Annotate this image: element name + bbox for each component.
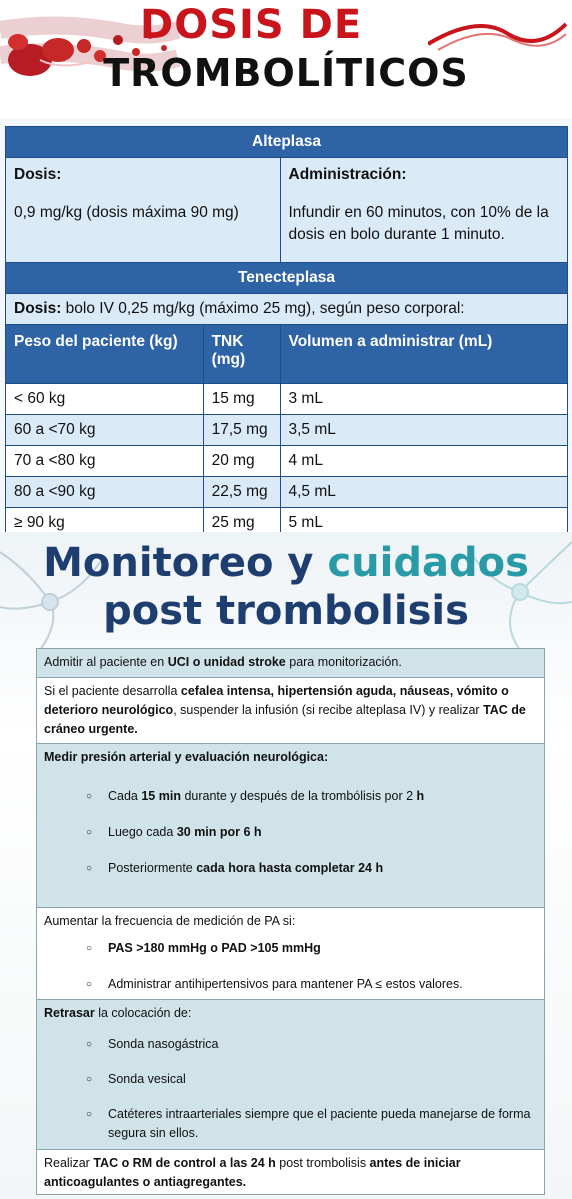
tenecteplasa-dosis-label: Dosis: [14,300,62,317]
text-bold: h [416,789,425,803]
peso-cell: 80 a <90 kg [6,477,204,508]
peso-cell: < 60 kg [6,384,204,415]
list-item [44,1105,537,1143]
volumen-cell: 3,5 mL [280,415,568,446]
alteplasa-admin-cell [280,158,568,263]
text: Catéteres intraarteriales siempre que el paciente pueda manejarse de forma segura sin ellos. [108,1107,531,1140]
care-heading: Aumentar la frecuencia de medición de PA si: [44,914,296,928]
list-item [44,859,537,878]
text: para monitorización. [285,655,402,669]
care-list [36,648,545,1195]
monitoring-title-line-1 [0,538,572,588]
care-item-frecuencia-pa [36,907,545,999]
text: Luego cada [108,825,177,839]
alteplasa-admin-value: Infundir en 60 minutos, con 10% de la dosis en bolo durante 1 minuto. [288,204,549,243]
volumen-cell: 4 mL [280,446,568,477]
text-bold: cefalea intensa, hipertensión aguda, náuseas, vómito o deterioro neurológico [44,684,509,717]
text: la colocación de: [94,1006,192,1020]
column-header-peso: Peso del paciente (kg) [6,325,204,384]
monitoring-section [0,532,572,1199]
alteplasa-admin-label: Administración: [288,166,407,183]
text: Admitir al paciente en [44,655,168,669]
title-part-navy: Monitoreo y [43,540,328,586]
text: Realizar [44,1156,94,1170]
list-item [44,939,537,958]
peso-cell: 60 a <70 kg [6,415,204,446]
text-bold: TAC o RM de control a las 24 h [93,1156,276,1170]
thrombolytic-dose-table [5,126,568,539]
text: post trombolisis [275,1156,370,1170]
text: Si el paciente desarrolla [44,684,181,698]
text: durante y después de la trombólisis por 2 [180,789,417,803]
list-item [44,823,537,842]
bullet-list [44,939,537,994]
dose-section [0,118,572,530]
text: , suspender la infusión (si recibe alteplasa IV) y realizar [173,703,484,717]
alteplasa-dosis-cell [6,158,281,263]
tnk-cell: 17,5 mg [203,415,280,446]
tenecteplasa-dosis-value: bolo IV 0,25 mg/kg (máximo 25 mg), según peso corporal: [61,300,465,317]
volumen-cell: 3 mL [280,384,568,415]
alteplasa-dosis-label: Dosis: [14,166,62,183]
care-item-control [36,1149,545,1195]
table-row [6,477,568,508]
alteplasa-header: Alteplasa [6,127,568,158]
text: Sonda nasogástrica [108,1037,219,1051]
volumen-cell: 5 mL [280,508,568,539]
text-bold: 15 min [141,789,181,803]
table-row [6,384,568,415]
table-row [6,446,568,477]
tenecteplasa-dosis-row [6,294,568,325]
text-bold: 30 min por 6 h [176,825,262,839]
list-item [44,1035,537,1054]
monitoring-title-line-2: post trombolisis [103,588,469,634]
peso-cell: 70 a <80 kg [6,446,204,477]
tnk-cell: 22,5 mg [203,477,280,508]
list-item [44,975,537,994]
bullet-list [44,787,537,878]
text: Posteriormente [108,861,197,875]
title-line-2: TROMBOLÍTICOS [103,51,469,95]
column-header-tnk: TNK (mg) [203,325,280,384]
list-item [44,1070,537,1089]
table-row [6,415,568,446]
text: Cada [108,789,142,803]
text: Administrar antihipertensivos para mantener PA ≤ estos valores. [108,977,463,991]
alteplasa-dosis-value: 0,9 mg/kg (dosis máxima 90 mg) [14,204,239,221]
text-bold: Retrasar [44,1006,95,1020]
tenecteplasa-header: Tenecteplasa [6,263,568,294]
care-heading [44,1004,537,1023]
list-item [44,787,537,806]
care-item-admision [36,648,545,677]
care-heading: Medir presión arterial y evaluación neurológica: [44,750,329,764]
text-bold: UCI o unidad stroke [167,655,286,669]
volumen-cell: 4,5 mL [280,477,568,508]
tnk-cell: 15 mg [203,384,280,415]
bullet-list [44,1035,537,1143]
care-item-retrasar [36,999,545,1149]
peso-cell: ≥ 90 kg [6,508,204,539]
title-line-1: DOSIS DE [140,2,363,48]
care-item-suspender [36,677,545,743]
care-item-medir-pa [36,743,545,907]
text-bold: antes de iniciar anticoagulantes o antiagregantes. [44,1156,461,1189]
text-bold: cada hora hasta completar 24 h [196,861,384,875]
header [0,0,572,112]
text: Sonda vesical [108,1072,186,1086]
text-bold: TAC de cráneo urgente. [44,703,526,736]
tnk-cell: 25 mg [203,508,280,539]
title-part-teal: cuidados [327,540,529,586]
tnk-cell: 20 mg [203,446,280,477]
column-header-volumen: Volumen a administrar (mL) [280,325,568,384]
text-bold: PAS >180 mmHg o PAD >105 mmHg [108,941,321,955]
